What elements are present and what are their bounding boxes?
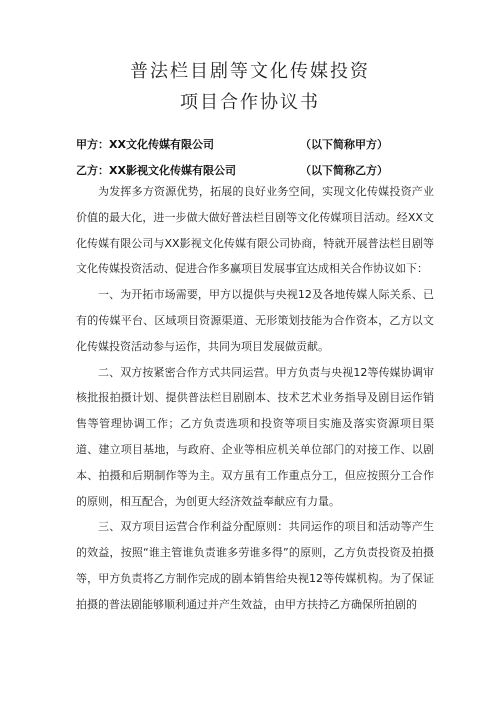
paragraph-clause-3: 三、双方项目运营合作利益分配原则：共同运作的项目和活动等产生的效益，按照“谁主管谁负责谁多劳谁多得”的原则，乙方负责投资及拍摄等，甲方负责将乙方制作完成的剧本销售给央视12等传媒机构。为了保证拍摄的普法剧能够顺利通过并产生效益，由甲方扶持乙方确保所拍剧的 [76,520,434,611]
party-b-label: 乙方：XX影视文化传媒有限公司 [76,164,236,177]
party-a-note: （以下简称甲方） [300,138,388,151]
document-title-line-1: 普法栏目剧等文化传媒投资 [130,61,370,82]
paragraph-clause-1: 一、为开拓市场需要，甲方以提供与央视12及各地传媒人际关系、已有的传媒平台、区域项目资源渠道、无形策划技能为合作资本，乙方以文化传媒投资活动参与运作，共同为项目发展做贡献。 [76,288,434,353]
party-a-label: 甲方：XX文化传媒有限公司 [76,138,214,151]
paragraph-clause-2: 二、双方按紧密合作方式共同运营。甲方负责与央视12等传媒协调审核批报拍摄计划、提供普法栏目剧剧本、技术艺术业务指导及剧目运作销售等管理协调工作；乙方负责选项和投资等项目实施及落实资源项目渠道、建立项目基地，与政府、企业等相应机关单位部门的对接工作、以剧本、拍摄和后期制作等为主。双方虽有工作重点分工，但应按照分工合作的原则，相互配合，为创更大经济效益奉献应有力量。 [76,365,434,508]
party-b-note: （以下简称乙方） [300,164,388,177]
agreement-body [76,179,434,618]
paragraph-intro: 为发挥多方资源优势，拓展的良好业务空间，实现文化传媒投资产业价值的最大化，进一步做大做好普法栏目剧等文化传媒项目活动。经XX文化传媒有限公司与XX影视文化传媒有限公司协商，特就开展普法栏目剧等文化传媒投资活动、促进合作多赢项目发展事宜达成相关合作协议如下： [76,185,434,276]
document-title-line-2: 项目合作协议书 [180,92,320,113]
